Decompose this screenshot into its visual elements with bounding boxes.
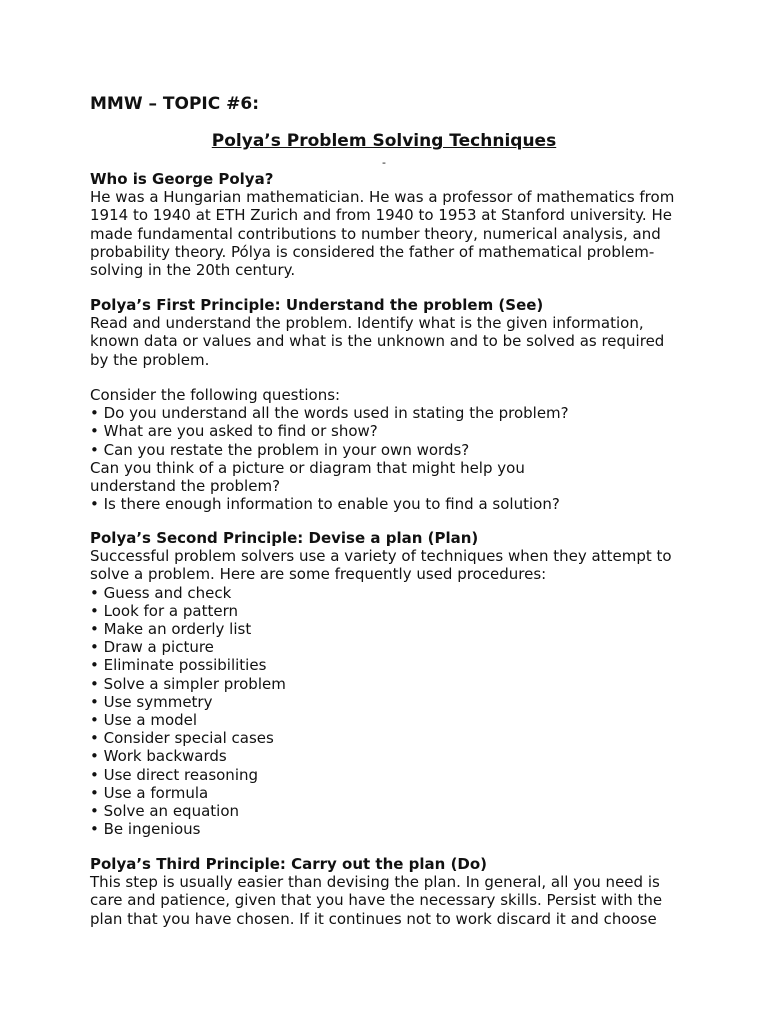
topic-title: MMW – TOPIC #6: bbox=[90, 94, 260, 114]
paragraph-line: made fundamental contributions to number theory, numerical analysis, and bbox=[90, 224, 661, 243]
list-item: • Make an orderly list bbox=[90, 620, 252, 639]
list-item: • Use direct reasoning bbox=[90, 765, 259, 784]
section-questions bbox=[90, 386, 569, 513]
paragraph-line: solving in the 20th century. bbox=[90, 261, 296, 280]
paragraph-line: by the problem. bbox=[90, 350, 210, 369]
list-item: • Is there enough information to enable you to find a solution? bbox=[90, 495, 560, 514]
list-item: • Solve a simpler problem bbox=[90, 674, 286, 693]
list-item: • Use a formula bbox=[90, 783, 209, 802]
title-dash: - bbox=[382, 156, 386, 169]
paragraph-line: care and patience, given that you have the necessary skills. Persist with the bbox=[90, 891, 663, 910]
list-item: • Draw a picture bbox=[90, 638, 214, 657]
list-item: • Consider special cases bbox=[90, 729, 274, 748]
section-first-principle bbox=[90, 296, 664, 369]
list-item: • Use a model bbox=[90, 711, 198, 730]
paragraph-line: Read and understand the problem. Identify what is the given information, bbox=[90, 314, 644, 333]
paragraph-line: solve a problem. Here are some frequently used procedures: bbox=[90, 565, 547, 584]
section-who-is-polya bbox=[90, 170, 674, 279]
list-item: • Can you restate the problem in your own words? bbox=[90, 440, 470, 459]
list-item: • Work backwards bbox=[90, 747, 227, 766]
paragraph-line: This step is usually easier than devising the plan. In general, all you need is bbox=[90, 873, 660, 892]
section-heading: Polya’s Third Principle: Carry out the plan (Do) bbox=[90, 855, 488, 873]
main-title: Polya’s Problem Solving Techniques bbox=[211, 131, 557, 151]
paragraph-line: 1914 to 1940 at ETH Zurich and from 1940 to 1953 at Stanford university. He bbox=[90, 206, 672, 225]
list-item: • Do you understand all the words used in stating the problem? bbox=[90, 404, 569, 423]
list-item: • What are you asked to find or show? bbox=[90, 422, 378, 441]
paragraph-line: Consider the following questions: bbox=[90, 386, 341, 404]
paragraph-line: Successful problem solvers use a variety of techniques when they attempt to bbox=[90, 547, 672, 566]
paragraph-line: understand the problem? bbox=[90, 477, 281, 496]
section-third-principle bbox=[90, 855, 662, 928]
list-item: • Guess and check bbox=[90, 583, 232, 602]
paragraph-line: probability theory. Pólya is considered the father of mathematical problem- bbox=[90, 242, 655, 261]
section-heading: Polya’s Second Principle: Devise a plan (Plan) bbox=[90, 529, 479, 547]
list-item: • Eliminate possibilities bbox=[90, 656, 267, 675]
list-item: • Look for a pattern bbox=[90, 601, 238, 620]
section-heading: Polya’s First Principle: Understand the problem (See) bbox=[90, 296, 544, 314]
paragraph-line: known data or values and what is the unknown and to be solved as required bbox=[90, 332, 665, 351]
list-item: • Solve an equation bbox=[90, 802, 240, 821]
section-second-principle bbox=[90, 529, 672, 838]
list-item: • Be ingenious bbox=[90, 820, 201, 839]
list-item: • Use symmetry bbox=[90, 692, 213, 711]
paragraph-line: Can you think of a picture or diagram that might help you bbox=[90, 458, 525, 477]
section-heading: Who is George Polya? bbox=[90, 170, 274, 188]
paragraph-line: He was a Hungarian mathematician. He was a professor of mathematics from bbox=[90, 188, 675, 207]
paragraph-line: plan that you have chosen. If it continues not to work discard it and choose bbox=[90, 909, 657, 928]
